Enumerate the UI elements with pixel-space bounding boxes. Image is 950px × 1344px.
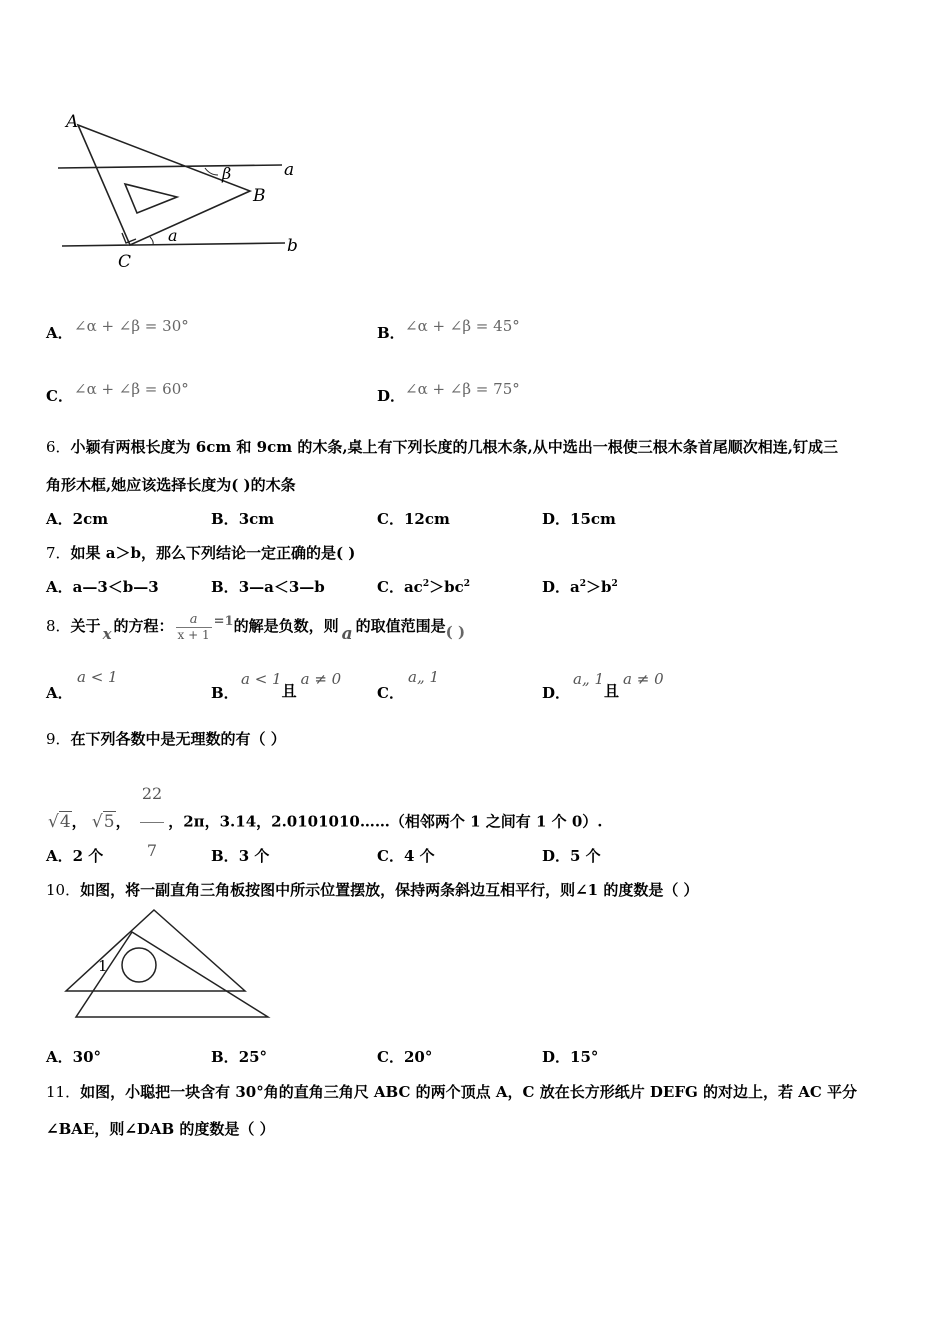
q10-text: 如图，将一副直角三角板按图中所示位置摆放，保持两条斜边互相平行，则∠1 的度数是（ ）	[80, 881, 699, 899]
q8-option-a-math: a < 1	[77, 668, 118, 686]
option-letter: C．	[377, 510, 404, 528]
option-letter: B．	[211, 684, 239, 702]
option-text: 5 个	[570, 847, 601, 865]
option-letter: B．	[211, 1048, 239, 1066]
q9-stem	[46, 728, 286, 749]
option-letter: B．	[211, 847, 239, 865]
q5-option-b-expr: ∠α + ∠β = 45°	[405, 317, 520, 335]
question-number: 10．	[46, 881, 81, 899]
separator: ，	[115, 812, 131, 831]
option-math-2: a ≠ 0	[623, 670, 664, 688]
option-text: 25°	[238, 1048, 268, 1066]
q10-option-b[interactable]	[211, 1046, 267, 1067]
answer-parens: ( )	[445, 623, 466, 641]
q5-option-c-expr: ∠α + ∠β = 60°	[74, 380, 189, 398]
set-square-1	[66, 910, 245, 991]
superscript: 2	[463, 579, 470, 589]
separator: ，	[71, 812, 87, 831]
q5-option-b[interactable]	[377, 322, 405, 343]
fraction	[176, 612, 212, 642]
option-math: a„ 1	[573, 670, 605, 688]
option-letter: A．	[46, 510, 73, 528]
q8-text-tail: 的取值范围是	[355, 617, 446, 635]
option-text: a—3＜b—3	[72, 578, 159, 596]
option-text: 15°	[570, 1048, 599, 1066]
q10-option-a[interactable]	[46, 1046, 101, 1067]
label-B: B	[253, 186, 266, 206]
right-angle-mark	[122, 233, 136, 243]
sqrt-4: √4	[48, 811, 71, 832]
figure-q10-set-squares	[60, 905, 280, 1023]
q7-option-c[interactable]	[377, 576, 470, 597]
fraction-22-7	[140, 766, 164, 879]
q6-stem-line2: 角形木框,她应该选择长度为( )的木条	[46, 476, 296, 494]
q10-option-d[interactable]	[542, 1046, 598, 1067]
q8-stem	[46, 612, 465, 642]
q9-number-rest: ，2π，3.14，2.0101010……（相邻两个 1 之间有 1 个 0）.	[168, 812, 603, 831]
label-b: b	[287, 236, 298, 256]
option-letter: A．	[46, 684, 73, 702]
option-letter: B．	[211, 510, 239, 528]
alpha-arc	[150, 237, 153, 245]
q9-option-d[interactable]	[542, 845, 601, 866]
q11-stem-line2: ∠BAE，则∠DAB 的度数是（ ）	[46, 1120, 275, 1138]
question-number: 8．	[46, 617, 71, 635]
option-letter: C．	[377, 578, 404, 596]
q8-text-pre: 关于	[70, 617, 101, 635]
option-letter: A．	[46, 847, 73, 865]
fraction-denominator: 7	[146, 841, 158, 860]
question-number: 7．	[46, 544, 71, 562]
option-text: 15cm	[570, 510, 616, 528]
option-letter: A．	[46, 578, 73, 596]
option-math: a < 1	[241, 670, 282, 688]
q8-text-post: 的解是负数，则	[233, 617, 339, 635]
option-text: 3 个	[238, 847, 270, 865]
option-letter: B．	[377, 324, 405, 342]
outer-triangle	[78, 125, 250, 245]
option-text: a	[570, 578, 580, 596]
option-letter: D．	[542, 1048, 571, 1066]
question-number: 9．	[46, 730, 71, 748]
option-text: ac	[403, 578, 423, 596]
q9-option-a[interactable]	[46, 845, 103, 866]
option-letter: C．	[377, 684, 404, 702]
option-letter: D．	[542, 847, 571, 865]
superscript: 2	[579, 579, 587, 589]
fraction-numerator: 22	[140, 766, 164, 823]
option-text: 3—a＜3—b	[238, 578, 325, 596]
radicand: 4	[59, 811, 71, 832]
q8-option-c-math: a„ 1	[408, 668, 440, 686]
q6-stem-line1	[46, 436, 838, 457]
q5-option-a-expr: ∠α + ∠β = 30°	[74, 317, 189, 335]
inner-triangle	[125, 184, 177, 213]
q9-number-list	[48, 766, 603, 879]
option-text: ＞bc	[429, 578, 464, 596]
q5-option-c[interactable]	[46, 385, 73, 406]
q8-option-a[interactable]	[46, 682, 73, 703]
q8-option-b-content	[241, 668, 342, 700]
option-text: 12cm	[403, 510, 450, 528]
equals-one: =1	[213, 614, 234, 629]
q6-option-c[interactable]	[377, 508, 450, 529]
q7-stem	[46, 542, 355, 563]
label-A: A	[66, 112, 79, 132]
option-math-2: a ≠ 0	[300, 670, 342, 688]
q7-option-d[interactable]	[542, 576, 618, 597]
option-letter: D．	[542, 578, 571, 596]
q5-option-d-expr: ∠α + ∠β = 75°	[405, 380, 520, 398]
option-letter: C．	[377, 1048, 404, 1066]
option-text: 3cm	[238, 510, 275, 528]
label-C: C	[118, 252, 132, 272]
q8-option-b[interactable]	[211, 682, 239, 703]
option-letter: A．	[46, 1048, 73, 1066]
option-letter: D．	[542, 510, 571, 528]
var-x: x	[102, 625, 112, 643]
option-letter: D．	[542, 684, 571, 702]
option-text: 20°	[403, 1048, 433, 1066]
option-and: 且	[604, 682, 620, 700]
q6-text-line1: 小颖有两根长度为 6cm 和 9cm 的木条,桌上有下列长度的几根木条,从中选出一根使三根木条首尾顺次相连,钉成三	[70, 438, 838, 456]
option-letter: B．	[211, 578, 239, 596]
q6-option-b[interactable]	[211, 508, 274, 529]
fraction-denominator: x + 1	[177, 628, 210, 642]
option-text: 30°	[72, 1048, 102, 1066]
q7-option-b[interactable]	[211, 576, 325, 597]
q8-option-c[interactable]	[377, 682, 404, 703]
q8-option-d[interactable]	[542, 682, 570, 703]
q11-text-line1: 如图，小聪把一块含有 30°角的直角三角尺 ABC 的两个顶点 A，C 放在长方形纸片 DEFG 的对边上，若 AC 平分	[80, 1083, 858, 1101]
q7-text: 如果 a＞b，那么下列结论一定正确的是( )	[70, 544, 356, 562]
q10-option-c[interactable]	[377, 1046, 432, 1067]
line-a	[58, 165, 282, 168]
q9-option-b[interactable]	[211, 845, 269, 866]
superscript: 2	[611, 579, 618, 589]
q8-option-d-content	[573, 668, 664, 700]
angle-label-1: 1	[98, 957, 108, 975]
radicand: 5	[103, 811, 115, 832]
option-and: 且	[281, 682, 297, 700]
q6-option-d[interactable]	[542, 508, 616, 529]
label-alpha: a	[168, 226, 178, 245]
label-beta: β	[222, 164, 232, 183]
label-a: a	[284, 160, 295, 180]
option-letter: D．	[377, 387, 406, 405]
option-letter: C．	[377, 847, 404, 865]
q6-option-a[interactable]	[46, 508, 108, 529]
q9-option-c[interactable]	[377, 845, 435, 866]
superscript: 2	[422, 579, 430, 589]
figure-q5-triangle-parallel-lines	[50, 105, 310, 280]
question-number: 6．	[46, 438, 71, 456]
var-a: a	[341, 624, 353, 644]
question-number: 11．	[46, 1083, 81, 1101]
q7-option-a[interactable]	[46, 576, 159, 597]
q5-option-a[interactable]	[46, 322, 73, 343]
option-text: ＞b	[586, 578, 612, 596]
q10-stem	[46, 879, 699, 900]
option-letter: C．	[46, 387, 73, 405]
option-letter: A．	[46, 324, 73, 342]
option-text: 2 个	[72, 847, 104, 865]
q5-option-d[interactable]	[377, 385, 405, 406]
hole-circle	[122, 948, 156, 982]
q9-text: 在下列各数中是无理数的有（ ）	[70, 730, 286, 748]
q11-stem-line1	[46, 1081, 857, 1102]
option-text: 2cm	[72, 510, 109, 528]
sqrt-5: √5	[91, 811, 115, 832]
q8-text-mid: 的方程：	[113, 617, 174, 635]
fraction-numerator: a	[176, 612, 212, 628]
option-text: 4 个	[403, 847, 435, 865]
